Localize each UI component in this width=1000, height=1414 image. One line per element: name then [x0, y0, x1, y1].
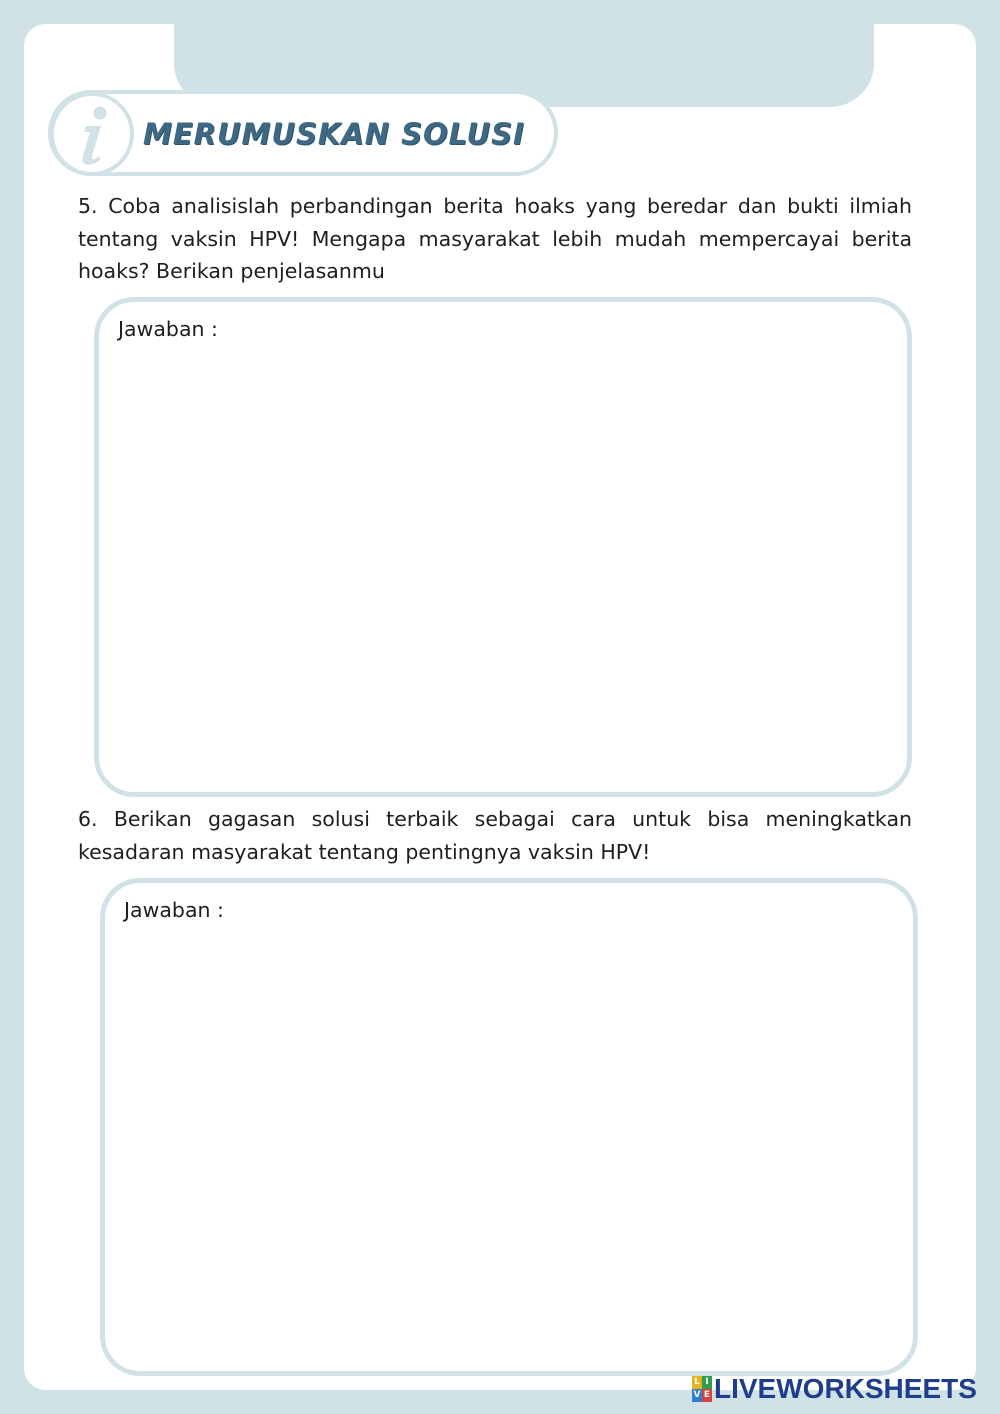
answer-label-6: Jawaban :	[124, 898, 224, 922]
logo-mark-v: V	[693, 1390, 701, 1400]
logo-text: LIVEWORKSHEETS	[714, 1373, 977, 1404]
logo-mark-i: I	[702, 1376, 712, 1389]
answer-label-5: Jawaban :	[118, 317, 218, 341]
answer-box-5[interactable]	[94, 297, 912, 797]
liveworksheets-logo[interactable]	[692, 1374, 977, 1404]
logo-mark-e: E	[703, 1390, 711, 1400]
question-6-text: 6. Berikan gagasan solusi terbaik sebagai cara untuk bisa meningkatkan kesadaran masyarakat tentang pentingnya vaksin HPV!	[78, 807, 912, 864]
logo-mark-l: L	[692, 1376, 702, 1389]
question-5-text: 5. Coba analisislah perbandingan berita hoaks yang beredar dan bukti ilmiah tentang vaksin HPV! Mengapa masyarakat lebih mudah mempercayai berita hoaks? Berikan penjelasanmu	[78, 194, 912, 283]
logo-mark-icon	[692, 1376, 712, 1402]
answer-box-6[interactable]	[100, 878, 918, 1376]
section-title: MERUMUSKAN SOLUSI	[143, 117, 525, 151]
info-icon	[50, 92, 134, 176]
info-glyph	[54, 96, 130, 172]
